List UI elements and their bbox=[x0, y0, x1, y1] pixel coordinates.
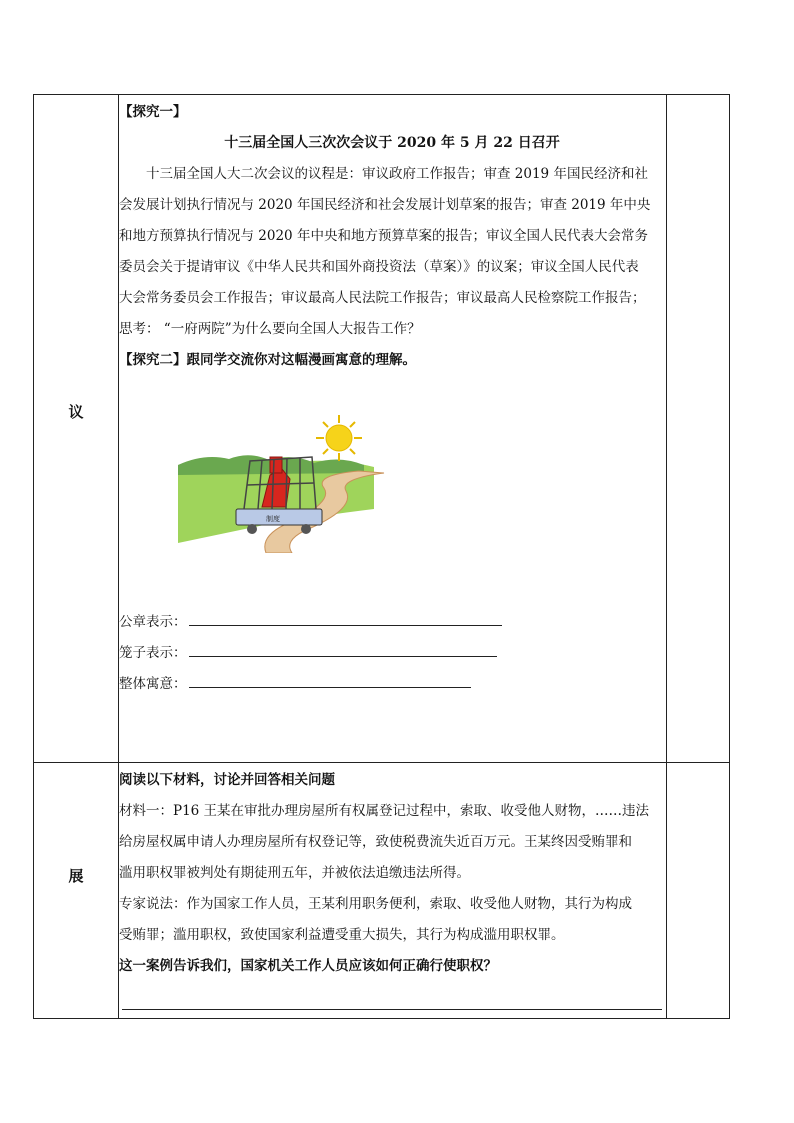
agenda-line: 和地方预算执行情况与 2020 年中央和地方预算草案的报告；审议全国人民代表大会常务 bbox=[119, 228, 648, 244]
fill-label: 公章表示： bbox=[119, 614, 187, 630]
fill-label: 整体寓意： bbox=[119, 676, 187, 692]
case-question: 这一案例告诉我们，国家机关工作人员应该如何正确行使职权？ bbox=[119, 958, 497, 974]
lesson-table bbox=[33, 94, 730, 1019]
material-heading: 阅读以下材料，讨论并回答相关问题 bbox=[119, 772, 335, 788]
think-question: 思考： “一府两院”为什么要向全国人大报告工作？ bbox=[119, 321, 421, 337]
agenda-line: 十三届全国人大二次会议的议程是：审议政府工作报告；审查 2019 年国民经济和社 bbox=[146, 166, 648, 182]
answer-blank[interactable] bbox=[189, 638, 497, 657]
answer-blank[interactable] bbox=[189, 607, 502, 626]
explore1-title: 十三届全国人三次次会议于 2020 年 5 月 22 日召开 bbox=[224, 135, 560, 151]
agenda-line: 委员会关于提请审议《中华人民共和国外商投资法（草案）》的议案；审议全国人民代表 bbox=[119, 259, 639, 275]
material-line: 给房屋权属申请人办理房屋所有权登记等，致使税费流失近百万元。王某终因受贿罪和 bbox=[119, 834, 632, 850]
sun-icon bbox=[316, 415, 362, 461]
material-line: 滥用职权罪被判处有期徒刑五年，并被依法追缴违法所得。 bbox=[119, 865, 470, 881]
material-line: 材料一：P16 王某在审批办理房屋所有权属登记过程中，索取、收受他人财物，……违法 bbox=[119, 803, 650, 819]
discuss-cell bbox=[119, 97, 665, 376]
row-divider bbox=[34, 762, 729, 763]
explore2-heading: 【探究二】跟同学交流你对这幅漫画寓意的理解。 bbox=[119, 352, 416, 368]
column-divider-right bbox=[666, 95, 667, 1018]
expert-line: 专家说法：作为国家工作人员，王某利用职务便利，索取、收受他人财物，其行为构成 bbox=[119, 896, 632, 912]
fill-row-seal bbox=[119, 607, 665, 638]
cart-label: 制度 bbox=[266, 515, 280, 523]
row-label-discuss: 议 bbox=[68, 403, 84, 421]
agenda-line: 大会常务委员会工作报告；审议最高人民法院工作报告；审议最高人民检察院工作报告； bbox=[119, 290, 646, 306]
agenda-line: 会发展计划执行情况与 2020 年国民经济和社会发展计划草案的报告；审查 2019 年中央 bbox=[119, 197, 651, 213]
explore1-heading: 【探究一】 bbox=[119, 104, 187, 120]
row-label-show: 展 bbox=[68, 867, 84, 885]
fill-row-meaning bbox=[119, 669, 665, 700]
cage-cartoon-image bbox=[174, 413, 414, 553]
expert-line: 受贿罪；滥用职权，致使国家利益遭受重大损失，其行为构成滥用职权罪。 bbox=[119, 927, 565, 943]
show-cell bbox=[119, 765, 665, 982]
answer-blank[interactable] bbox=[189, 669, 471, 688]
fill-row-cage bbox=[119, 638, 665, 669]
fill-in-area bbox=[119, 607, 665, 700]
answer-line[interactable] bbox=[122, 1009, 662, 1010]
fill-label: 笼子表示： bbox=[119, 645, 187, 661]
